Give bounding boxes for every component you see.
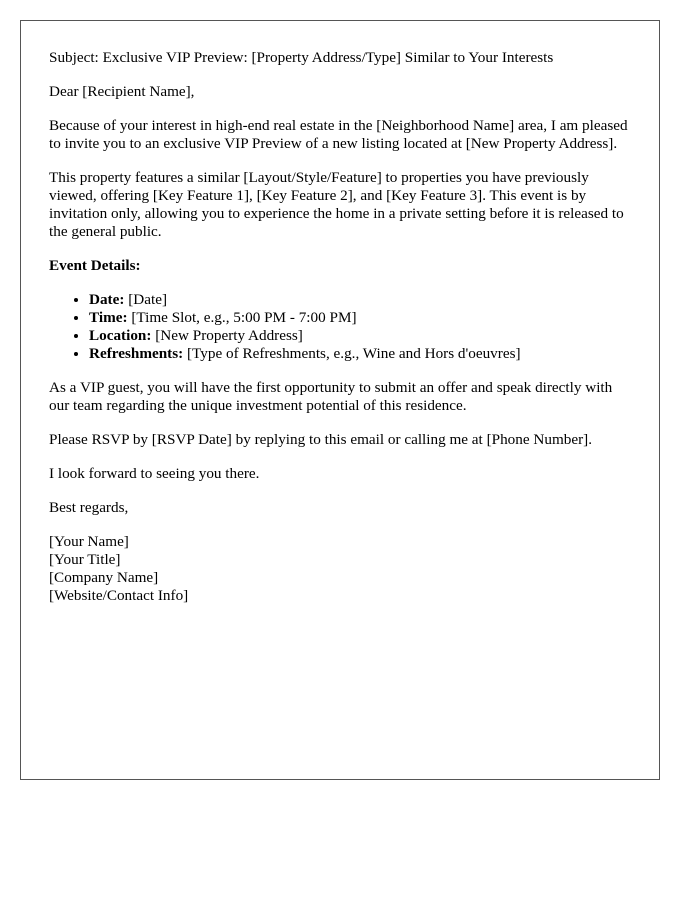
signature-company: [Company Name] [49,569,159,586]
signature-contact: [Website/Contact Info] [49,587,189,604]
event-detail-value: [Time Slot, e.g., 5:00 PM - 7:00 PM] [127,309,357,326]
event-detail-label: Location: [89,327,152,344]
closing-line: I look forward to seeing you there. [49,465,260,482]
event-detail-label: Refreshments: [89,345,184,362]
greeting: Dear [Recipient Name], [49,83,195,100]
event-detail-value: [New Property Address] [151,327,303,344]
event-detail-label: Time: [89,309,128,326]
letter-container [20,20,660,780]
event-detail-date [89,291,631,309]
signature-name: [Your Name] [49,533,129,550]
event-details-heading: Event Details: [49,257,141,274]
vip-paragraph: As a VIP guest, you will have the first opportunity to submit an offer and speak directly with our team regarding the unique investment potential of this residence. [49,379,613,414]
event-detail-label: Date: [89,291,125,308]
event-details-list [49,291,631,363]
subject-line: Subject: Exclusive VIP Preview: [Property Address/Type] Similar to Your Interests [49,49,554,66]
intro-paragraph: Because of your interest in high-end real estate in the [Neighborhood Name] area, I am pleased to invite you to an exclusive VIP Preview of a new listing located at [New Property Address]. [49,117,628,152]
signoff: Best regards, [49,499,129,516]
event-detail-value: [Date] [124,291,168,308]
event-detail-location [89,327,631,345]
features-paragraph: This property features a similar [Layout/Style/Feature] to properties you have previously viewed, offering [Key Feature 1], [Key Feature 2], and [Key Feature 3]. This event is by invitation only, allowing you to experience the home in a private setting before it is released to the general public. [49,169,624,240]
event-detail-time [89,309,631,327]
event-detail-refreshments [89,345,631,363]
rsvp-paragraph: Please RSVP by [RSVP Date] by replying to this email or calling me at [Phone Number]. [49,431,593,448]
signature-block [49,533,631,605]
signature-title: [Your Title] [49,551,121,568]
event-detail-value: [Type of Refreshments, e.g., Wine and Hors d'oeuvres] [183,345,521,362]
